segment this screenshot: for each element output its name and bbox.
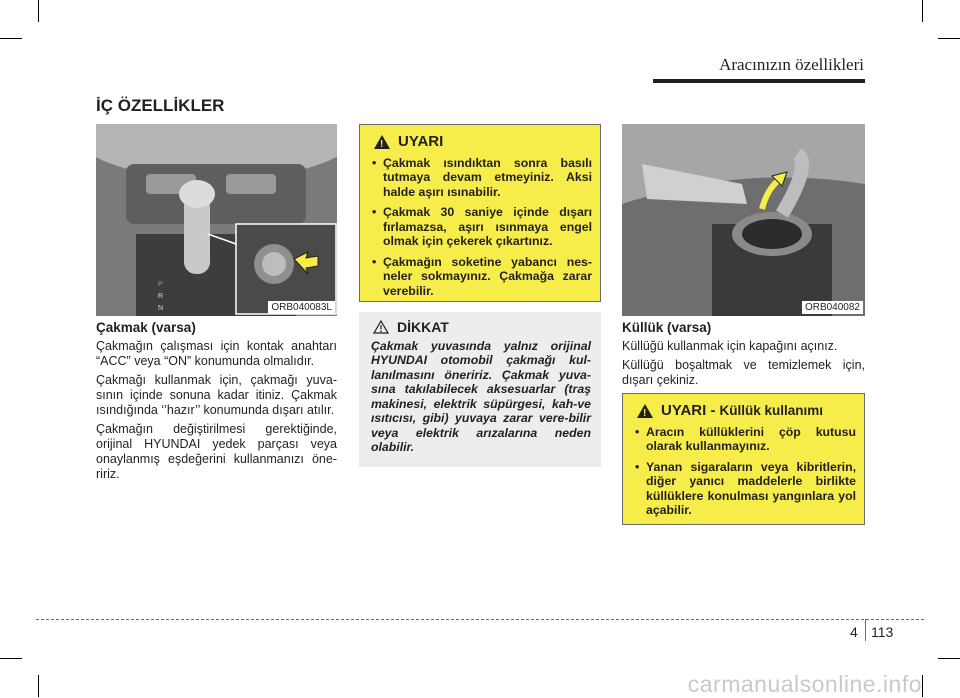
lighter-heading: Çakmak (varsa): [96, 320, 196, 335]
section-title: İÇ ÖZELLİKLER: [96, 96, 225, 115]
page-number: 113: [871, 624, 894, 640]
watermark: carmanualsonline.info: [687, 671, 922, 697]
crop-mark: [0, 658, 22, 659]
lighter-warning-box: [359, 124, 601, 302]
warning-item: • Çakmak ısındıktan sonra basılı tutmaya devam etmeyiniz. Aksi halde aşırı ısınabilir.: [372, 156, 592, 200]
ashtray-warning-box: [622, 393, 865, 525]
ashtray-heading: Küllük (varsa): [622, 320, 712, 335]
chapter-number: 4: [850, 624, 858, 640]
paragraph: Çakmağın çalışması için kontak anahtarı “ACC” veya “ON” konumunda olmalıdır.: [96, 339, 337, 368]
ashtray-photo: [622, 124, 865, 316]
warning-list: [623, 425, 864, 518]
warning-item: • Yanan sigaraların veya kibritlerin, diğer yanıcı maddelerle birlikte küllüklere konulması yangınlara yol açabilir.: [635, 460, 856, 518]
lighter-photo: [96, 124, 337, 316]
photo-label: ORB040082: [802, 301, 863, 314]
warning-header: [637, 404, 864, 419]
caution-box: [359, 312, 601, 467]
ashtray-section: [622, 320, 865, 392]
warning-item: • Çakmak 30 saniye içinde dışarı fırlamazsa, aşırı ısınmaya engel olmak için çekerek çıkartınız.: [372, 205, 592, 249]
crop-mark: [922, 675, 923, 697]
lighter-section: [96, 320, 337, 486]
ashtray-illustration: [622, 124, 865, 316]
crop-mark: [922, 0, 923, 22]
header-rule: [653, 79, 865, 83]
paragraph: Çakmağı kullanmak için, çakmağı yuva-sının içinde sonuna kadar itiniz. Çakmak ısındığında ‘’hazır’’ konumunda dışarı atılır.: [96, 373, 337, 417]
crop-mark: [0, 38, 22, 39]
crop-mark: [38, 0, 39, 22]
warning-item: • Aracın küllüklerini çöp kutusu olarak kullanmayınız.: [635, 425, 856, 454]
footer-divider: [865, 619, 866, 641]
warning-title: UYARI -: [661, 402, 716, 419]
caution-title: DİKKAT: [397, 319, 449, 335]
warning-item: • Çakmağın soketine yabancı nes-neler sokmayınız. Çakmağa zarar verebilir.: [372, 255, 592, 299]
warning-subtitle: Küllük kullanımı: [719, 403, 823, 418]
footer-rule: [36, 619, 924, 620]
warning-triangle-icon: !: [374, 135, 390, 149]
warning-title: UYARI: [398, 133, 444, 150]
warning-list: [360, 156, 600, 299]
warning-triangle-icon: !: [637, 404, 653, 418]
lighter-illustration: [96, 124, 337, 316]
svg-text:P: P: [158, 281, 163, 288]
photo-label: ORB040083L: [268, 301, 335, 314]
caution-header: [373, 320, 601, 335]
svg-text:R: R: [158, 293, 164, 300]
paragraph: Küllüğü boşaltmak ve temizlemek için, dışarı çekiniz.: [622, 358, 865, 387]
warning-header: [374, 135, 600, 150]
crop-mark: [938, 38, 960, 39]
caution-text: Çakmak yuvasında yalnız orijinal HYUNDAI otomobil çakmağı kul-lanılmasını öneririz. Çakmak yuva-sına takılabilecek aksesuarlar (traş makinesi, elektrik süpürgesi, kah-ve ısıtıcısı, gibi) yuvaya zarar vere-bilir veya elektrik arızalarına neden olabilir.: [371, 338, 591, 454]
crop-mark: [938, 658, 960, 659]
svg-text:N: N: [158, 305, 164, 312]
crop-mark: [38, 675, 39, 697]
caution-triangle-icon: [373, 320, 389, 334]
paragraph: Küllüğü kullanmak için kapağını açınız.: [622, 339, 838, 353]
paragraph: Çakmağın değiştirilmesi gerektiğinde, orijinal HYUNDAI yedek parçası veya onaylanmış eşdeğerini kullanmanızı öne-ririz.: [96, 422, 337, 481]
chapter-title: Aracınızın özellikleri: [719, 55, 864, 74]
